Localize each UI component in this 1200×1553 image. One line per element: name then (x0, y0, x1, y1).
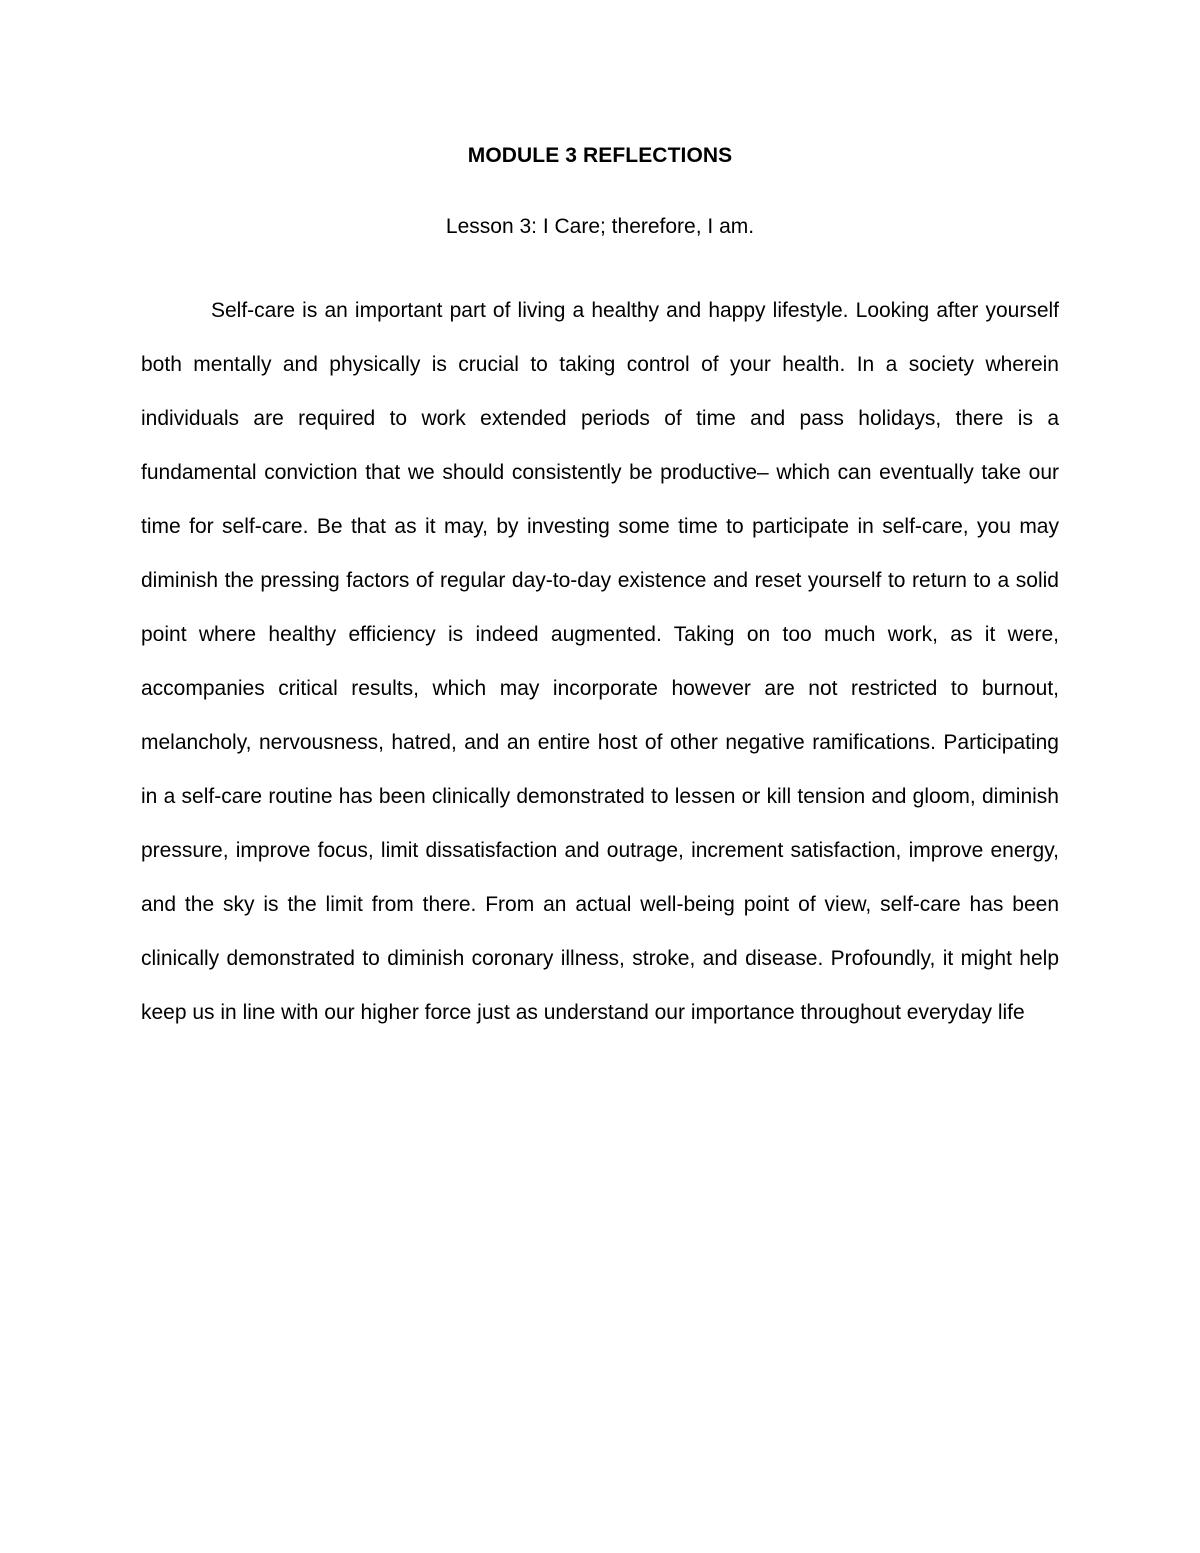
lesson-subtitle: Lesson 3: I Care; therefore, I am. (445, 215, 755, 238)
reflection-paragraph: Self-care is an important part of living a healthy and happy lifestyle. Looking after yourself both mentally and physically is crucial to taking control of your health. In a society wherein individuals are required to work extended periods of time and pass holidays, there is a fundamental conviction that we should consistently be productive– which can eventually take our time for self-care. Be that as it may, by investing some time to participate in self-care, you may diminish the pressing factors of regular day-to-day existence and reset yourself to return to a solid point where healthy efficiency is indeed augmented. Taking on too much work, as it were, accompanies critical results, which may incorporate however are not restricted to burnout, melancholy, nervousness, hatred, and an entire host of other negative ramifications. Participating in a self-care routine has been clinically demonstrated to lessen or kill tension and gloom, diminish pressure, improve focus, limit dissatisfaction and outrage, increment satisfaction, improve energy, and the sky is the limit from there. From an actual well-being point of view, self-care has been clinically demonstrated to diminish coronary illness, stroke, and disease. Profoundly, it might help keep us in line with our higher force just as understand our importance throughout everyday life (141, 299, 1059, 1024)
page-title: MODULE 3 REFLECTIONS (467, 144, 733, 167)
